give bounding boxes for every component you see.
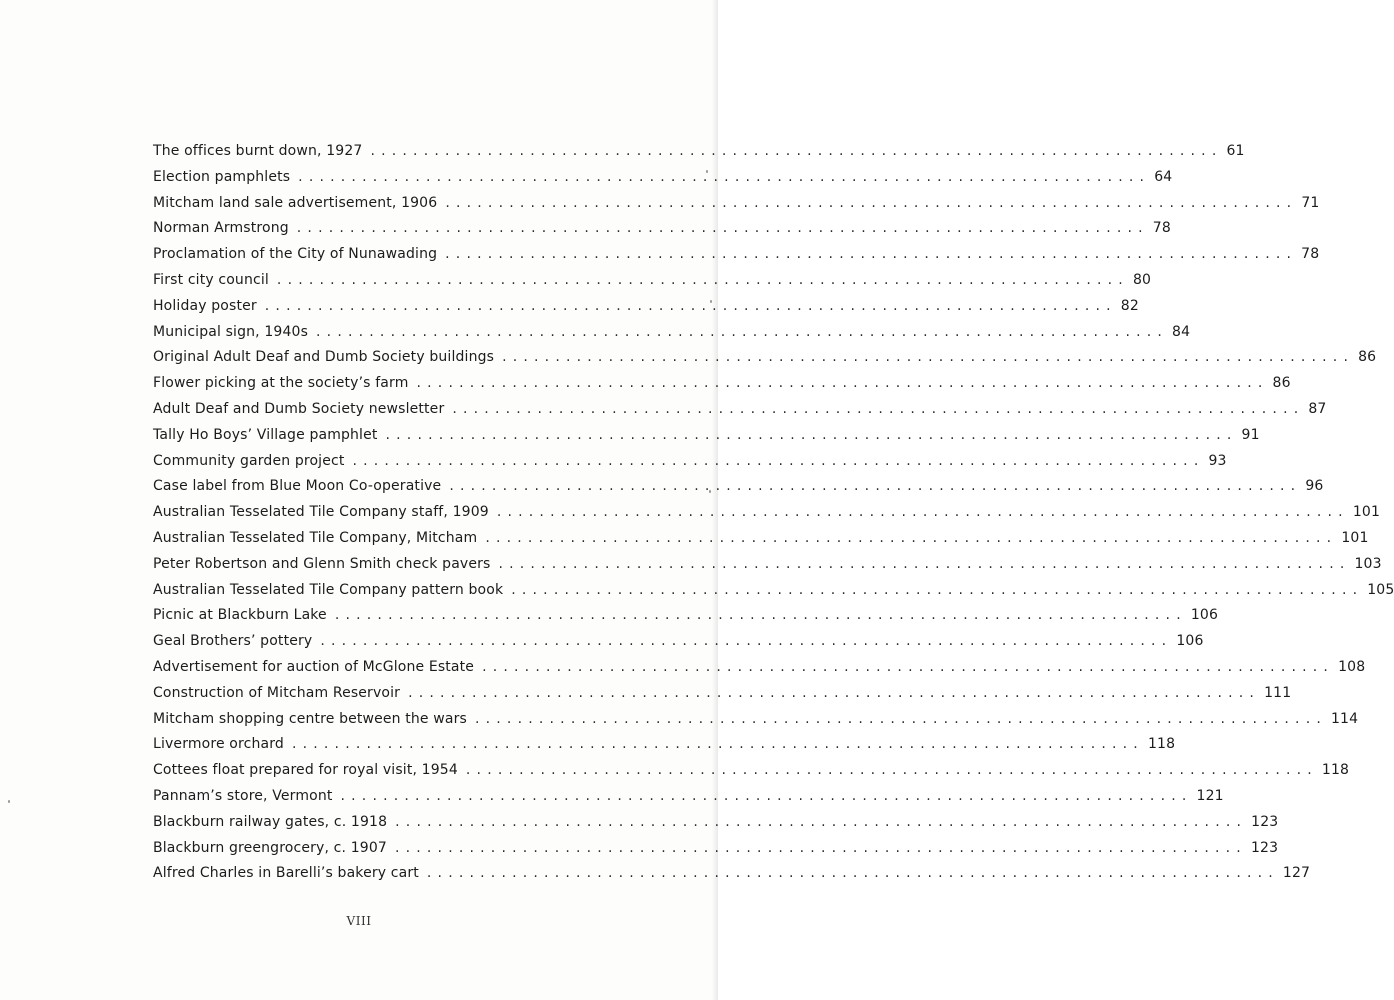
toc-entry-title: Mitcham land sale advertisement, 1906 — [153, 194, 438, 211]
dot-leader: ................................................................................ — [316, 323, 1169, 340]
dot-leader: ................................................................................ — [370, 143, 1223, 159]
toc-entry — [153, 839, 1279, 866]
dot-leader: ................................................................................ — [445, 246, 1298, 263]
toc-entry — [153, 865, 1311, 891]
toc-entry-title: Tally Ho Boys’ Village pamphlet — [153, 426, 378, 443]
toc-entry-page: 114 — [1331, 710, 1359, 727]
dot-leader: ................................................................................ — [511, 581, 1364, 598]
toc-entry-title: Flower picking at the society’s farm — [153, 375, 409, 392]
toc-entry — [153, 426, 1260, 453]
toc-entry-page: 82 — [1120, 297, 1139, 314]
dot-leader: ................................................................................ — [394, 839, 1247, 856]
dot-leader: ................................................................................ — [334, 607, 1187, 624]
toc-entry-page: 61 — [1226, 143, 1245, 159]
toc-entry-title: Original Adult Deaf and Dumb Society buildings — [153, 349, 495, 366]
toc-entry — [153, 633, 1204, 659]
toc-entry-page: 103 — [1354, 555, 1382, 572]
dot-leader: ................................................................................ — [445, 194, 1298, 211]
toc-entry-title: Blackburn greengrocery, c. 1907 — [153, 839, 387, 856]
toc-entry-page: 80 — [1132, 271, 1152, 288]
toc-entry-page: 86 — [1272, 375, 1291, 392]
dot-leader: ................................................................................ — [408, 684, 1261, 701]
toc-entry-title: First city council — [153, 271, 269, 288]
toc-entry — [153, 555, 1382, 582]
toc-entry — [153, 478, 1324, 504]
toc-entry — [153, 143, 1245, 169]
toc-entry-page: 64 — [1154, 168, 1173, 185]
toc-entry-page: 123 — [1250, 839, 1279, 856]
toc-entry-page: 87 — [1308, 400, 1327, 417]
paper-speck — [8, 800, 10, 803]
toc-entry — [153, 504, 1380, 530]
toc-entry-title: Livermore orchard — [153, 736, 284, 753]
toc-entry-page: 78 — [1301, 246, 1320, 263]
toc-entry-title: Adult Deaf and Dumb Society newsletter — [153, 400, 445, 417]
toc-entry-page: 118 — [1147, 736, 1176, 753]
toc-entry-page: 71 — [1301, 194, 1320, 211]
toc-entry-title: Advertisement for auction of McGlone Estate — [153, 658, 475, 675]
toc-entry-title: Alfred Charles in Barelli’s bakery cart — [153, 865, 419, 882]
toc-entry — [153, 194, 1320, 221]
dot-leader: ................................................................................ — [298, 168, 1151, 185]
toc-entry — [153, 684, 1292, 711]
toc-entry-page: 86 — [1358, 349, 1377, 366]
dot-leader: ................................................................................ — [385, 426, 1238, 443]
toc-entry-title: Municipal sign, 1940s — [153, 323, 309, 340]
dot-leader: ................................................................................ — [291, 736, 1144, 753]
toc-entry-title: Picnic at Blackburn Lake — [153, 607, 327, 624]
toc-entry — [153, 168, 1173, 195]
dot-leader: ................................................................................ — [276, 271, 1129, 288]
toc-entry — [153, 762, 1350, 788]
toc-entry — [153, 607, 1219, 633]
dot-leader: ................................................................................ — [264, 297, 1117, 314]
dot-leader: ................................................................................ — [474, 710, 1327, 727]
toc-entry-page: 106 — [1176, 633, 1204, 650]
toc-entry-title: Proclamation of the City of Nunawading — [153, 246, 438, 263]
toc-entry-title: Community garden project — [153, 452, 345, 469]
dot-leader: ................................................................................ — [320, 633, 1173, 650]
toc-entry — [153, 271, 1152, 298]
toc-entry — [153, 323, 1191, 350]
toc-entry-page: 93 — [1208, 452, 1227, 469]
toc-entry-title: Cottees float prepared for royal visit, 1954 — [153, 762, 458, 779]
page-folio: VIII — [346, 914, 372, 928]
toc-entry-title: Mitcham shopping centre between the wars — [153, 710, 467, 727]
toc-entry — [153, 813, 1279, 840]
toc-entry — [153, 787, 1224, 814]
toc-entry-title: Blackburn railway gates, c. 1918 — [153, 813, 388, 830]
toc-entry — [153, 529, 1369, 556]
toc-entry — [153, 658, 1366, 685]
toc-entry-page: 123 — [1251, 813, 1279, 830]
toc-entry-page: 108 — [1338, 658, 1366, 675]
toc-entry-page: 111 — [1264, 684, 1292, 701]
dot-leader: ................................................................................ — [352, 452, 1205, 469]
toc-entry — [153, 736, 1176, 762]
dot-leader: ................................................................................ — [502, 349, 1355, 366]
toc-entry-title: Construction of Mitcham Reservoir — [153, 684, 401, 701]
toc-entry — [153, 400, 1327, 427]
toc-entry-title: Pannam’s store, Vermont — [153, 787, 333, 804]
toc-entry — [153, 375, 1291, 401]
toc-entry — [153, 349, 1377, 375]
toc-entry-page: 96 — [1305, 478, 1324, 495]
dot-leader: ................................................................................ — [426, 865, 1279, 882]
list-of-illustrations — [153, 143, 1394, 891]
dot-leader: ................................................................................ — [395, 813, 1248, 830]
toc-entry — [153, 710, 1359, 737]
toc-entry-page: 84 — [1172, 323, 1191, 340]
toc-entry — [153, 246, 1320, 272]
toc-entry-page: 91 — [1241, 426, 1260, 443]
dot-leader: ................................................................................ — [416, 375, 1269, 392]
toc-entry — [153, 452, 1227, 479]
toc-entry-page: 101 — [1352, 504, 1380, 521]
dot-leader: ................................................................................ — [485, 529, 1338, 546]
toc-entry-title: Holiday poster — [153, 297, 257, 314]
toc-entry-title: Case label from Blue Moon Co-operative — [153, 478, 442, 495]
dot-leader: ................................................................................ — [482, 658, 1335, 675]
toc-entry-page: 101 — [1341, 529, 1369, 546]
toc-entry-page: 105 — [1367, 581, 1394, 598]
toc-entry-title: Australian Tesselated Tile Company pattern book — [153, 581, 504, 598]
dot-leader: ................................................................................ — [449, 478, 1302, 495]
toc-entry-page: 106 — [1190, 607, 1219, 624]
dot-leader: ................................................................................ — [296, 220, 1149, 237]
toc-entry-title: The offices burnt down, 1927 — [153, 143, 363, 159]
toc-entry-title: Election pamphlets — [153, 168, 291, 185]
toc-entry — [153, 581, 1394, 608]
dot-leader: ................................................................................ — [452, 400, 1305, 417]
toc-entry-page: 118 — [1321, 762, 1350, 779]
toc-entry-title: Geal Brothers’ pottery — [153, 633, 313, 650]
dot-leader: ................................................................................ — [496, 504, 1349, 521]
toc-entry-page: 127 — [1282, 865, 1311, 882]
dot-leader: ................................................................................ — [340, 787, 1193, 804]
toc-entry-page: 121 — [1196, 787, 1224, 804]
toc-entry-page: 78 — [1152, 220, 1171, 237]
toc-entry-title: Australian Tesselated Tile Company staff, 1909 — [153, 504, 489, 521]
toc-entry-title: Australian Tesselated Tile Company, Mitcham — [153, 529, 478, 546]
dot-leader: ................................................................................ — [498, 555, 1351, 572]
toc-entry-title: Norman Armstrong — [153, 220, 289, 237]
toc-entry — [153, 297, 1139, 324]
dot-leader: ................................................................................ — [465, 762, 1318, 779]
toc-entry-title: Peter Robertson and Glenn Smith check pavers — [153, 555, 491, 572]
toc-entry — [153, 220, 1171, 246]
